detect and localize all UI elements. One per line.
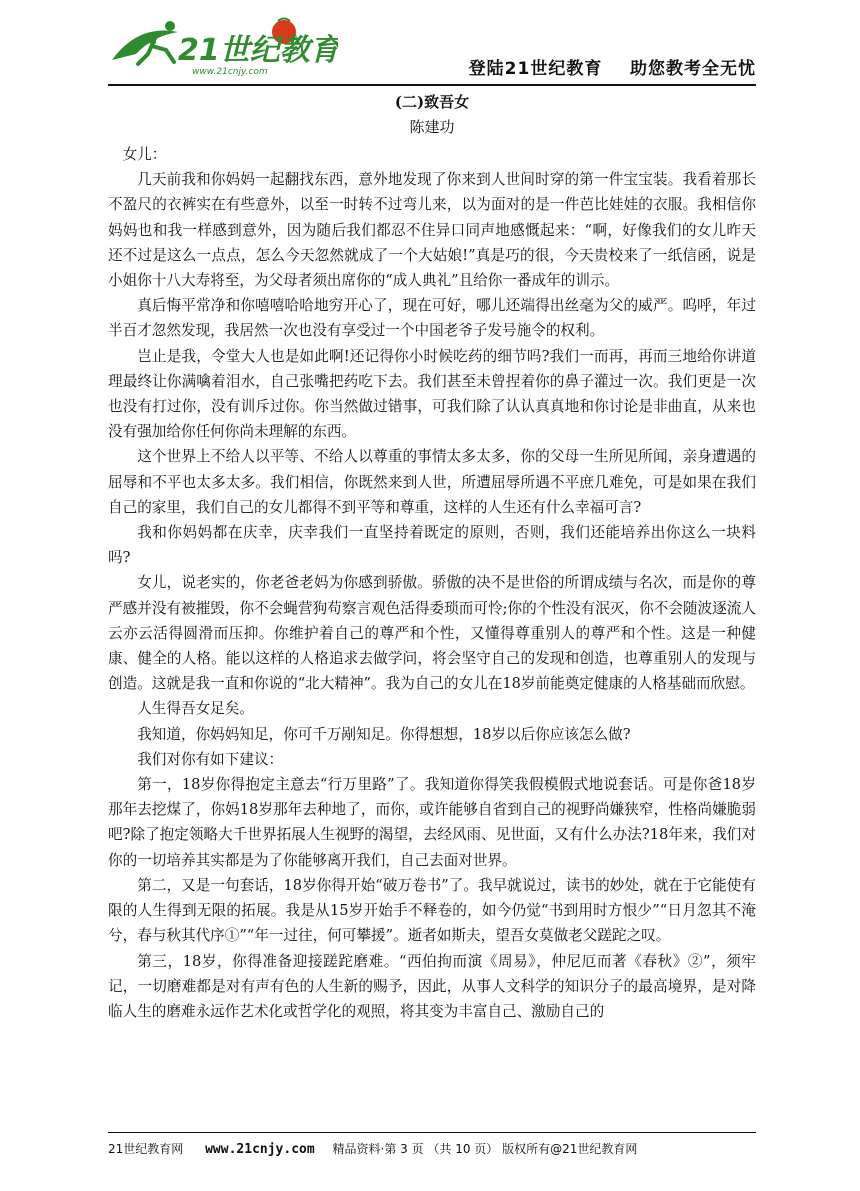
article-author: 陈建功 (409, 118, 455, 136)
paragraph: 人生得吾女足矣。 (137, 700, 254, 718)
paragraph: 第三，18岁，你得准备迎接蹉跎磨难。“西伯拘而演《周易》，仲尼厄而著《春秋》②”，须牢记，一切磨难都是对有声有色的人生新的赐予，因此，从事人文科学的知识分子的最高境界，是对降临人生的磨难永远作艺术化或哲学化的观照，将其变为丰富自己、激励自己的 (108, 952, 756, 1020)
paragraph: 我知道，你妈妈知足，你可千万剐知足。你得想想，18岁以后你应该怎么做? (137, 725, 631, 743)
paragraph: 第一，18岁你得抱定主意去“行万里路”了。我知道你得笑我假模假式地说套话。可是你爸18岁那年去挖煤了，你妈18岁那年去种地了，而你，或许能够自省到自己的视野尚嫌狭窄，性格尚嫌脆弱吧?除了抱定领略大千世界拓展人生视野的渴望，去经风雨、见世面，又有什么办法?18年来，我们对你的一切培养其实都是为了你能够离开我们，自己去面对世界。 (108, 776, 756, 869)
paragraph: 第二，又是一句套话，18岁你得开始“破万卷书”了。我早就说过，读书的妙处，就在于它能使有限的人生得到无限的拓展。我是从15岁开始手不释卷的，如今仍觉“书到用时方恨少”“日月忽其不淹兮，春与秋其代序①”“年一过往，何可攀援”。逝者如斯夫，望吾女莫做老父蹉跎之叹。 (108, 876, 756, 945)
page-header (108, 14, 756, 84)
footer-url[interactable]: www.21cnjy.com (205, 1142, 315, 1157)
paragraph: 我们对你有如下建议： (137, 750, 284, 768)
paragraph: 真后悔平常净和你嘻嘻哈哈地穷开心了，现在可好，哪儿还端得出丝毫为父的威严。呜呼，年过半百才忽然发现，我居然一次也没有享受过一个中国老爷子发号施令的权利。 (108, 297, 756, 340)
header-divider (108, 84, 756, 86)
article (108, 90, 756, 1024)
paragraph: 几天前我和你妈妈一起翻找东西，意外地发现了你来到人世间时穿的第一件宝宝装。我看着那长不盈尺的衣裤实在有些意外，以至一时转不过弯儿来，以为面对的是一件芭比娃娃的衣服。我相信你妈妈也和我一样感到意外，因为随后我们都忍不住异口同声地感慨起来：“啊，好像我们的女儿昨天还不过是这么一点点，怎么今天忽然就成了一个大姑娘!”真是巧的很，今天贵校来了一纸信函，说是小姐你十八大寿将至，为父母者须出席你的“成人典礼”且给你一番成年的训示。 (108, 171, 756, 290)
footer-site: 21世纪教育网 (108, 1142, 184, 1156)
article-salutation: 女儿： (122, 146, 167, 163)
paragraph: 女儿，说老实的，你老爸老妈为你感到骄傲。骄傲的决不是世俗的所谓成绩与名次，而是你的尊严感并没有被摧毁，你不会蝇营狗苟察言观色活得委琐而可怜;你的个性没有泯灭，你不会随波逐流人云亦云活得圆滑而压抑。你维护着自己的尊严和个性，又懂得尊重别人的尊严和个性。这是一种健康、健全的人格。能以这样的人格追求去做学问，将会坚守自己的发现和创造，也尊重别人的发现与创造。这就是我一直和你说的“北大精神”。我为自己的女儿在18岁前能奠定健康的人格基础而欣慰。 (108, 574, 756, 693)
footer-divider (108, 1132, 756, 1133)
svg-text:21世纪教育: 21世纪教育 (178, 33, 338, 68)
paragraph: 岂止是我，令堂大人也是如此啊!还记得你小时候吃药的细节吗?我们一而再，再而三地给你讲道理最终让你满噙着泪水，自己张嘴把药吃下去。我们甚至未曾捏着你的鼻子灌过一次。我们更是一次也没有打过你，没有训斥过你。你当然做过错事，可我们除了认认真真地和你讨论是非曲直，从来也没有强加给你任何你尚未理解的东西。 (108, 347, 756, 441)
paragraph: 我和你妈妈都在庆幸，庆幸我们一直坚持着既定的原则，否则，我们还能培养出你这么一块料吗? (108, 524, 756, 567)
page-footer (108, 1140, 756, 1157)
paragraph: 这个世界上不给人以平等、不给人以尊重的事情太多太多，你的父母一生所见所闻，亲身遭遇的屈辱和不平也太多太多。我们相信，你既然来到人世，所遭屈辱所遇不平庶几难免，可是如果在我们自己的家里，我们自己的女儿都得不到平等和尊重，这样的人生还有什么幸福可言? (108, 448, 756, 516)
svg-text:www.21cnjy.com: www.21cnjy.com (192, 67, 268, 77)
logo-graphic (108, 14, 338, 78)
header-slogan: 登陆21世纪教育 助您教考全无忧 (468, 59, 756, 79)
footer-page-info: 精品资料·第 3 页 （共 10 页） 版权所有@21世纪教育网 (332, 1142, 638, 1156)
site-logo[interactable] (108, 14, 338, 78)
article-title: (二)致吾女 (394, 93, 470, 111)
